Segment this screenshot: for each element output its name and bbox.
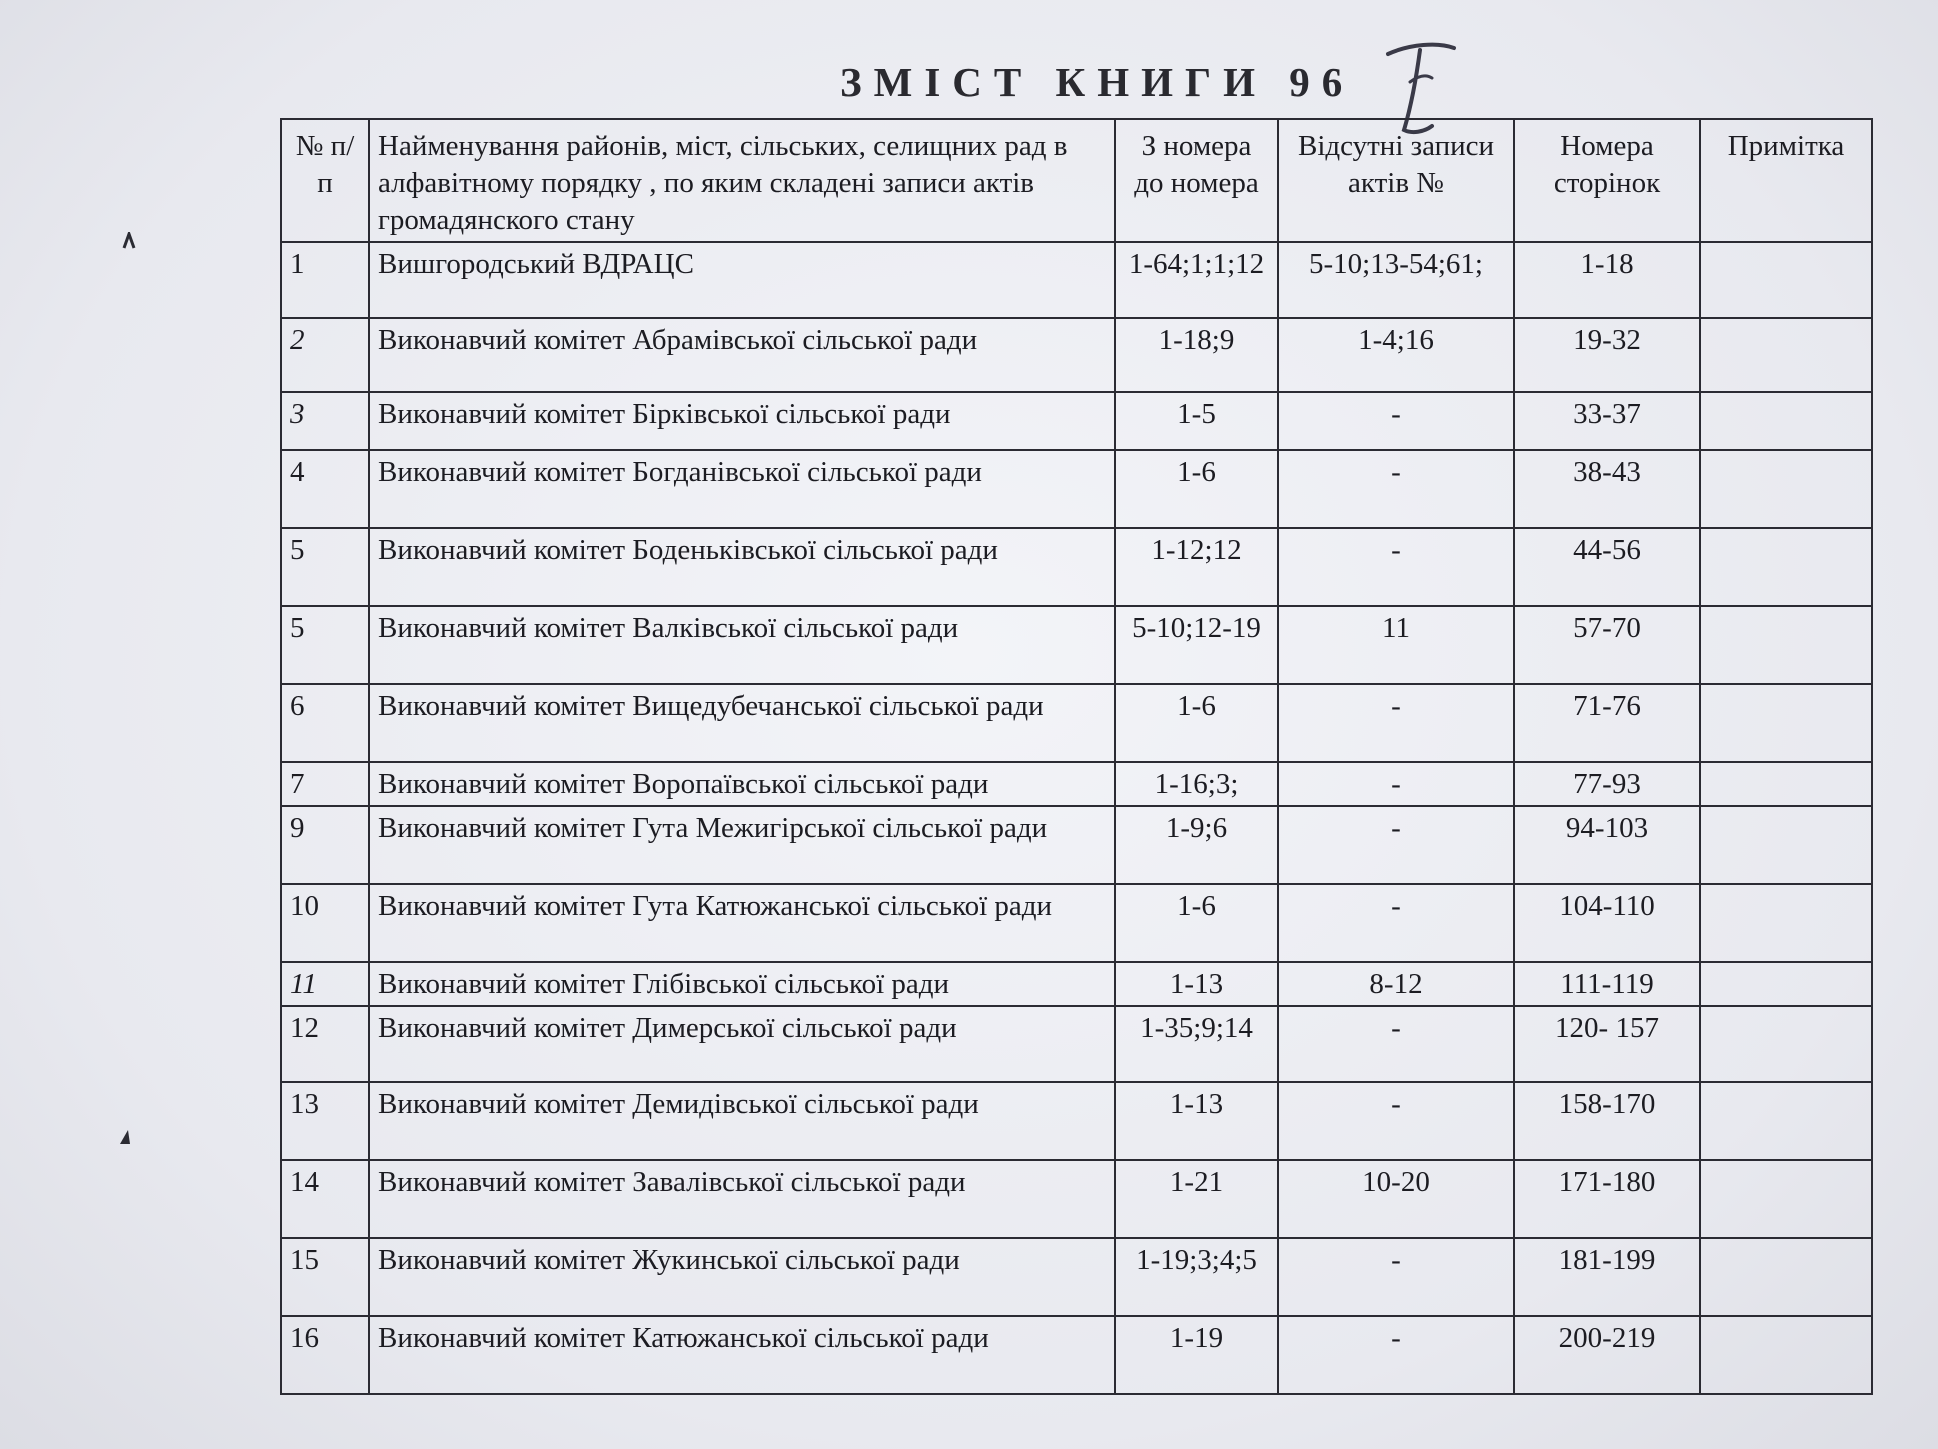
row-from-to: 1-18;9 [1115,318,1278,392]
row-name: Виконавчий комітет Гута Межигірської сільської ради [369,806,1115,884]
row-pages: 71-76 [1514,684,1700,762]
table-row [281,1082,1872,1160]
table-row [281,392,1872,450]
row-name: Виконавчий комітет Демидівської сільської ради [369,1082,1115,1160]
row-missing: - [1278,392,1514,450]
row-pages: 104-110 [1514,884,1700,962]
header-name: Найменування районів, міст, сільських, селищних рад в алфавітному порядку , по яким складені записи актів громадянского стану [369,119,1115,242]
table-row [281,242,1872,318]
header-from-to: З номера до номера [1115,119,1278,242]
row-pages: 171-180 [1514,1160,1700,1238]
row-note [1700,1238,1872,1316]
row-missing: - [1278,450,1514,528]
row-missing: 11 [1278,606,1514,684]
row-from-to: 1-13 [1115,1082,1278,1160]
row-pages: 1-18 [1514,242,1700,318]
table-row [281,450,1872,528]
row-note [1700,806,1872,884]
row-note [1700,1316,1872,1394]
row-from-to: 1-19;3;4;5 [1115,1238,1278,1316]
row-note [1700,1160,1872,1238]
row-from-to: 1-64;1;1;12 [1115,242,1278,318]
row-missing: - [1278,1316,1514,1394]
row-missing: - [1278,762,1514,806]
row-note [1700,528,1872,606]
row-from-to: 1-5 [1115,392,1278,450]
table-row [281,1006,1872,1082]
row-note [1700,762,1872,806]
row-pages: 200-219 [1514,1316,1700,1394]
table-row [281,884,1872,962]
row-num: 3 [281,392,369,450]
row-name: Виконавчий комітет Бірківської сільської ради [369,392,1115,450]
page-title: ЗМІСТ КНИГИ 96 [840,59,1355,105]
row-num: 11 [281,962,369,1006]
row-num: 5 [281,528,369,606]
row-note [1700,684,1872,762]
row-pages: 158-170 [1514,1082,1700,1160]
row-missing: 10-20 [1278,1160,1514,1238]
row-note [1700,962,1872,1006]
row-pages: 38-43 [1514,450,1700,528]
table-row [281,1316,1872,1394]
table-row [281,684,1872,762]
table-row [281,762,1872,806]
row-from-to: 1-21 [1115,1160,1278,1238]
row-pages: 120- 157 [1514,1006,1700,1082]
row-name: Виконавчий комітет Боденьківської сільської ради [369,528,1115,606]
row-num: 7 [281,762,369,806]
row-from-to: 1-9;6 [1115,806,1278,884]
row-note [1700,392,1872,450]
row-note [1700,242,1872,318]
table-header-row [281,119,1872,242]
row-note [1700,1082,1872,1160]
row-missing: - [1278,684,1514,762]
row-num: 12 [281,1006,369,1082]
row-pages: 19-32 [1514,318,1700,392]
row-name: Виконавчий комітет Вищедубечанської сільської ради [369,684,1115,762]
row-name: Виконавчий комітет Абрамівської сільської ради [369,318,1115,392]
table-row [281,1238,1872,1316]
header-num: № п/п [281,119,369,242]
table-row [281,606,1872,684]
margin-mark-icon [118,1128,132,1146]
row-num: 15 [281,1238,369,1316]
table-row [281,806,1872,884]
row-missing: - [1278,1082,1514,1160]
row-name: Виконавчий комітет Завалівської сільської ради [369,1160,1115,1238]
table-row [281,318,1872,392]
row-pages: 44-56 [1514,528,1700,606]
row-from-to: 1-13 [1115,962,1278,1006]
row-num: 10 [281,884,369,962]
row-name: Виконавчий комітет Гута Катюжанської сільської ради [369,884,1115,962]
row-num: 4 [281,450,369,528]
row-missing: 5-10;13-54;61; [1278,242,1514,318]
row-from-to: 5-10;12-19 [1115,606,1278,684]
row-name: Вишгородський ВДРАЦС [369,242,1115,318]
row-name: Виконавчий комітет Глібівської сільської ради [369,962,1115,1006]
table-row [281,962,1872,1006]
row-num: 13 [281,1082,369,1160]
row-num: 16 [281,1316,369,1394]
row-num: 14 [281,1160,369,1238]
header-missing: Відсутні записи актів № [1278,119,1514,242]
row-num: 1 [281,242,369,318]
row-name: Виконавчий комітет Валківської сільської ради [369,606,1115,684]
table-row [281,528,1872,606]
row-pages: 57-70 [1514,606,1700,684]
row-num: 2 [281,318,369,392]
header-note: Примітка [1700,119,1872,242]
row-missing: 1-4;16 [1278,318,1514,392]
row-missing: - [1278,1006,1514,1082]
row-pages: 77-93 [1514,762,1700,806]
row-missing: - [1278,528,1514,606]
row-from-to: 1-6 [1115,884,1278,962]
row-note [1700,450,1872,528]
row-from-to: 1-35;9;14 [1115,1006,1278,1082]
row-note [1700,318,1872,392]
row-note [1700,884,1872,962]
row-missing: - [1278,884,1514,962]
row-name: Виконавчий комітет Богданівської сільської ради [369,450,1115,528]
row-note [1700,606,1872,684]
row-pages: 94-103 [1514,806,1700,884]
row-missing: 8-12 [1278,962,1514,1006]
row-pages: 181-199 [1514,1238,1700,1316]
row-pages: 33-37 [1514,392,1700,450]
header-pages: Номера сторінок [1514,119,1700,242]
row-from-to: 1-6 [1115,684,1278,762]
row-pages: 111-119 [1514,962,1700,1006]
row-name: Виконавчий комітет Жукинської сільської ради [369,1238,1115,1316]
row-missing: - [1278,1238,1514,1316]
row-num: 6 [281,684,369,762]
row-from-to: 1-19 [1115,1316,1278,1394]
row-missing: - [1278,806,1514,884]
row-name: Виконавчий комітет Катюжанської сільської ради [369,1316,1115,1394]
table-row [281,1160,1872,1238]
row-note [1700,1006,1872,1082]
margin-mark-icon [122,232,136,250]
row-name: Виконавчий комітет Димерської сільської ради [369,1006,1115,1082]
row-from-to: 1-16;3; [1115,762,1278,806]
row-name: Виконавчий комітет Воропаївської сільської ради [369,762,1115,806]
row-from-to: 1-6 [1115,450,1278,528]
row-num: 5 [281,606,369,684]
row-from-to: 1-12;12 [1115,528,1278,606]
contents-table [280,118,1873,1395]
row-num: 9 [281,806,369,884]
